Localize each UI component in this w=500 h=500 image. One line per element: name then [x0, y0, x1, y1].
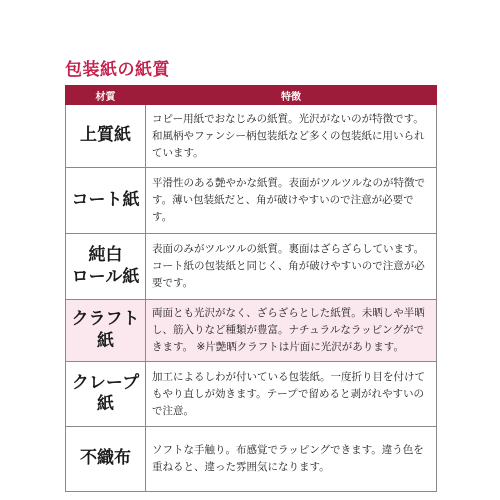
- description-cell: コピー用紙でおなじみの紙質。光沢がないのが特徴です。和風柄やファンシー柄包装紙など多くの包装紙に用いられています。: [146, 105, 437, 168]
- material-name: 上質紙: [80, 125, 131, 146]
- paper-quality-table: [65, 85, 437, 492]
- material-name: コート紙: [71, 189, 140, 210]
- header-material: 材質: [66, 86, 146, 105]
- material-cell: [66, 362, 146, 427]
- material-cell: [66, 300, 146, 362]
- header-feature: 特徴: [146, 86, 437, 105]
- table-row: [66, 427, 437, 492]
- description-cell: ソフトな手触り。布感覚でラッピングできます。違う色を重ねると、違った雰囲気になります。: [146, 427, 437, 492]
- material-cell: [66, 105, 146, 168]
- description-cell: 平滑性のある艶やかな紙質。表面がツルツルなのが特徴です。薄い包装紙だと、角が破けやすいので注意が必要です。: [146, 168, 437, 234]
- material-name: クラフト紙: [71, 309, 140, 351]
- table-header-row: [66, 86, 437, 105]
- page-title: 包装紙の紙質: [65, 60, 170, 80]
- material-cell: [66, 234, 146, 300]
- description-cell: 両面とも光沢がなく、ざらざらとした紙質。未晒しや半晒し、筋入りなど種類が豊富。ナチュラルなラッピングができます。 ※片艶晒クラフトは片面に光沢があります。: [146, 300, 437, 362]
- material-name: クレープ紙: [71, 372, 140, 414]
- material-name: 不織布: [80, 448, 131, 469]
- table-row-highlighted: [66, 300, 437, 362]
- table-row: [66, 168, 437, 234]
- material-name-line-2: ロール紙: [71, 266, 140, 287]
- description-cell: 表面のみがツルツルの紙質。裏面はざらざらしています。コート紙の包装紙と同じく、角が破けやすいので注意が必要です。: [146, 234, 437, 300]
- material-cell: [66, 168, 146, 234]
- material-cell: [66, 427, 146, 492]
- table-row: [66, 234, 437, 300]
- table-row: [66, 105, 437, 168]
- description-cell: 加工によるしわが付いている包装紙。一度折り目を付けてもやり直しが効きます。テープで留めると剥がれやすいので注意。: [146, 362, 437, 427]
- table-row: [66, 362, 437, 427]
- material-name-line-1: 純白: [88, 245, 123, 266]
